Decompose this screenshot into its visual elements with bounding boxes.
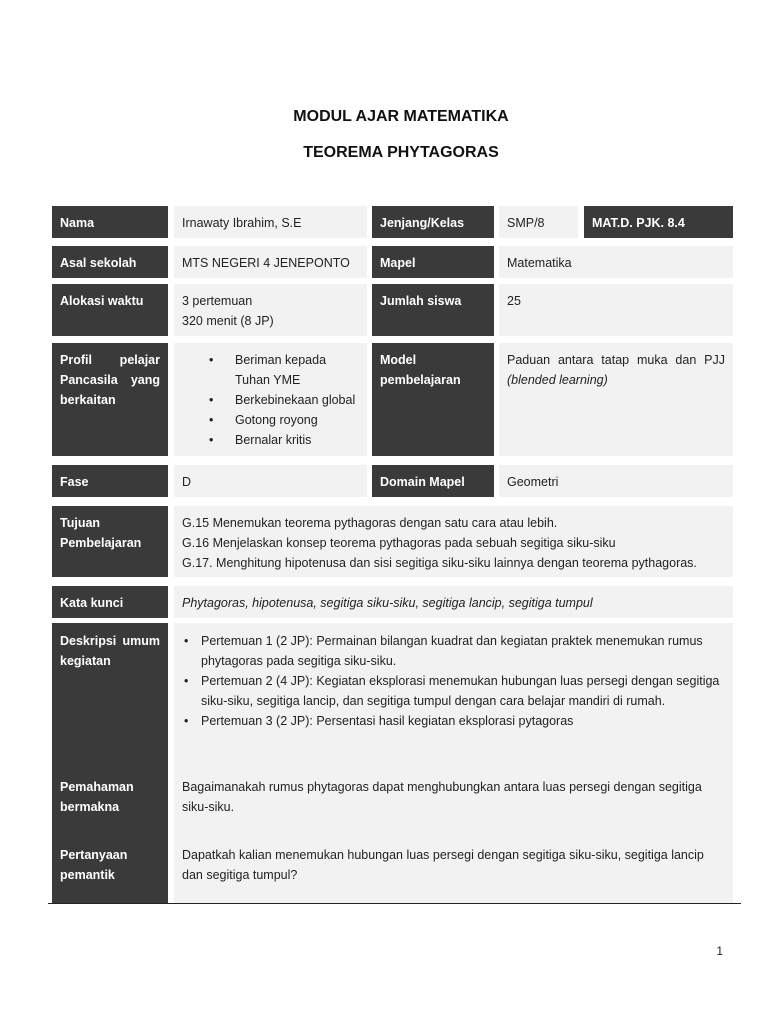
label-fase (52, 465, 168, 497)
tujuan-line: G.17. Menghitung hipotenusa dan sisi segitiga siku-siku lainnya dengan teorema pythagoras. (182, 556, 697, 570)
deskripsi-list (182, 631, 725, 731)
pemahaman-label-line-2: bermakna (60, 800, 120, 814)
page-number: 1 (716, 944, 723, 958)
list-item: • Berkebinekaan global (182, 390, 359, 410)
value-jenjang (499, 206, 578, 238)
pemahaman-label-line-1: Pemahaman (60, 780, 134, 794)
value-pemahaman-bermakna (174, 777, 733, 817)
label-fase-text: Fase (60, 475, 89, 489)
label-kata-kunci (52, 586, 168, 618)
value-mapel-text: Matematika (507, 256, 572, 270)
label-domain-mapel-text: Domain Mapel (380, 475, 465, 489)
value-fase (174, 465, 367, 497)
value-profil-pelajar (174, 343, 367, 456)
label-kata-kunci-text: Kata kunci (60, 596, 124, 610)
value-asal-sekolah-text: MTS NEGERI 4 JENEPONTO (182, 256, 350, 270)
label-jumlah-siswa (372, 284, 494, 336)
label-jenjang (372, 206, 494, 238)
value-nama-text: Irnawaty Ibrahim, S.E (182, 216, 302, 230)
table-bottom-rule (48, 903, 741, 904)
model-label-line-1: Model (380, 353, 417, 367)
value-model-pembelajaran (499, 343, 733, 456)
label-asal-sekolah (52, 246, 168, 278)
list-item: • Pertemuan 3 (2 JP): Persentasi hasil kegiatan eksplorasi pytagoras (182, 711, 725, 731)
value-tujuan-pembelajaran (174, 506, 733, 577)
module-code (584, 206, 733, 238)
alokasi-line-1: 3 pertemuan (182, 294, 253, 308)
value-domain-mapel-text: Geometri (507, 475, 559, 489)
label-pemahaman-bermakna (52, 777, 168, 817)
model-label-line-2: pembelajaran (380, 373, 461, 387)
label-mapel-text: Mapel (380, 256, 416, 270)
deskripsi-label-line-1: Deskripsi umum (60, 634, 160, 648)
value-jumlah-siswa (499, 284, 733, 336)
label-nama-text: Nama (60, 216, 95, 230)
label-alokasi-waktu-text: Alokasi waktu (60, 294, 144, 308)
document-subtitle: TEOREMA PHYTAGORAS (303, 144, 499, 161)
tujuan-label-line-2: Pembelajaran (60, 536, 142, 550)
list-item: • Beriman kepada Tuhan YME (182, 350, 359, 390)
list-item: • Gotong royong (182, 410, 359, 430)
value-asal-sekolah (174, 246, 367, 278)
value-domain-mapel (499, 465, 733, 497)
label-jumlah-siswa-text: Jumlah siswa (380, 294, 462, 308)
label-mapel (372, 246, 494, 278)
label-jenjang-text: Jenjang/Kelas (380, 216, 465, 230)
model-value-line-1: Paduan antara tatap muka dan PJJ (507, 353, 725, 367)
list-item: • Bernalar kritis (182, 430, 359, 450)
tujuan-line: G.16 Menjelaskan konsep teorema pythagoras pada sebuah segitiga siku-siku (182, 536, 616, 550)
pemahaman-text: Bagaimanakah rumus phytagoras dapat menghubungkan antara luas persegi dengan segitiga siku-siku. (182, 780, 702, 814)
label-profil-pelajar (52, 343, 168, 456)
model-value-line-2: (blended learning) (507, 373, 608, 387)
value-mapel (499, 246, 733, 278)
pertanyaan-text: Dapatkah kalian menemukan hubungan luas persegi dengan segitiga siku-siku, segitiga lancip dan segitiga tumpul? (182, 848, 704, 882)
value-kata-kunci (174, 586, 733, 618)
value-nama (174, 206, 367, 238)
label-nama (52, 206, 168, 238)
tujuan-line: G.15 Menemukan teorema pythagoras dengan satu cara atau lebih. (182, 516, 558, 530)
value-kata-kunci-text: Phytagoras, hipotenusa, segitiga siku-siku, segitiga lancip, segitiga tumpul (182, 596, 593, 610)
value-jumlah-siswa-text: 25 (507, 294, 521, 308)
label-alokasi-waktu (52, 284, 168, 336)
module-code-text: MAT.D. PJK. 8.4 (592, 216, 685, 230)
tujuan-label-line-1: Tujuan (60, 516, 101, 530)
pertanyaan-label-line-2: pemantik (60, 868, 115, 882)
label-deskripsi-kegiatan (52, 623, 168, 679)
value-fase-text: D (182, 475, 192, 489)
document-title: MODUL AJAR MATEMATIKA (293, 108, 509, 125)
deskripsi-label-line-2: kegiatan (60, 654, 111, 668)
list-item: • Pertemuan 1 (2 JP): Permainan bilangan kuadrat dan kegiatan praktek menemukan rumus phytagoras pada segitiga siku-siku. (182, 631, 725, 671)
profil-label-line-1: Profil pelajar (60, 353, 160, 367)
profil-list (182, 350, 359, 450)
value-pertanyaan-pemantik (174, 845, 733, 885)
value-deskripsi-kegiatan (174, 623, 733, 731)
label-asal-sekolah-text: Asal sekolah (60, 256, 137, 270)
label-tujuan-pembelajaran (52, 506, 168, 577)
profil-label-line-2: Pancasila yang (60, 373, 160, 387)
profil-label-line-3: berkaitan (60, 393, 116, 407)
alokasi-line-2: 320 menit (8 JP) (182, 314, 274, 328)
value-jenjang-text: SMP/8 (507, 216, 545, 230)
label-domain-mapel (372, 465, 494, 497)
pertanyaan-label-line-1: Pertanyaan (60, 848, 128, 862)
label-model-pembelajaran (372, 343, 494, 456)
label-pertanyaan-pemantik (52, 845, 168, 885)
value-alokasi-waktu (174, 284, 367, 336)
list-item: • Pertemuan 2 (4 JP): Kegiatan eksplorasi menemukan hubungan luas persegi dengan segitiga siku-siku, segitiga lancip, dan segitiga tumpul dengan cara belajar mandiri di rumah. (182, 671, 725, 711)
